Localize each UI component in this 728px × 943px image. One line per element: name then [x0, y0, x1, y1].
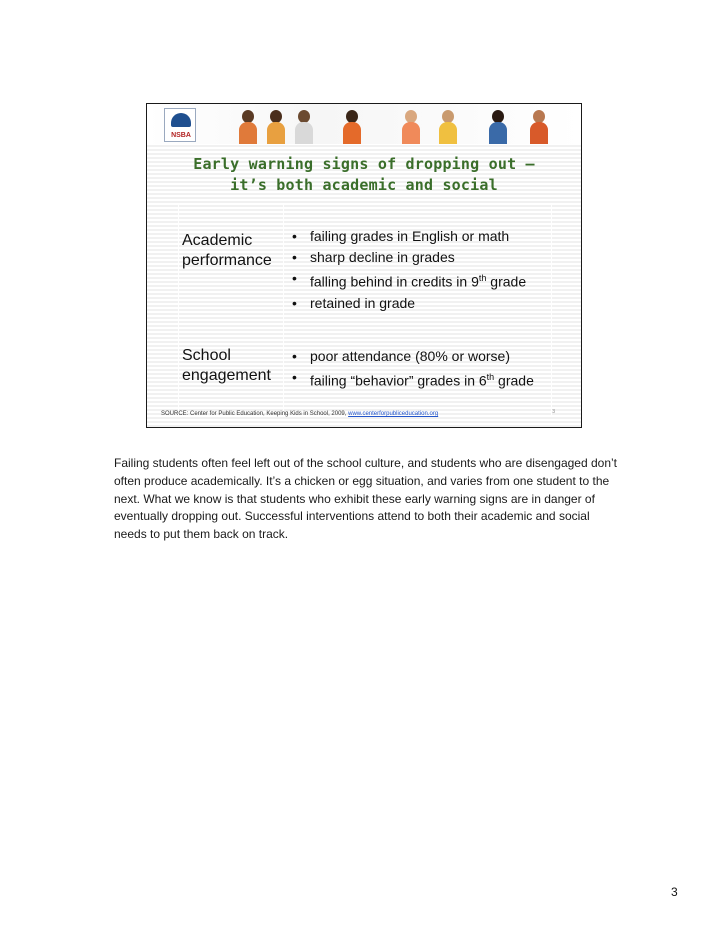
- student-photo: [530, 110, 548, 144]
- notes-paragraph: Failing students often feel left out of the school culture, and students who are disengaged don’t often produce academically. It’s a chicken or egg situation, and varies from one student to the next. What we know is that students who exhibit these early warning signs are in danger of eventually dropping out. Successful interventions attend to both their academic and social needs to put them back on track.: [114, 456, 617, 542]
- bullet-item: • retained in grade: [290, 293, 526, 314]
- row-label-engagement: School engagement: [182, 347, 271, 384]
- source-link[interactable]: www.centerforpubliceducation.org: [348, 411, 439, 417]
- nsba-logo: [164, 108, 196, 142]
- student-photo: [239, 110, 257, 144]
- bullet-item: • failing grades in English or math: [290, 226, 526, 247]
- page-number: 3: [671, 885, 678, 899]
- slide-number: 3: [552, 409, 555, 415]
- warning-signs-table: [178, 204, 552, 416]
- student-photo: [267, 110, 285, 144]
- bullet-item: • falling behind in credits in 9th grade: [290, 268, 526, 293]
- row-label-academic: Academic performance: [182, 232, 272, 269]
- slide-title-line2: it’s both academic and social: [230, 176, 498, 194]
- student-photo: [402, 110, 420, 144]
- slide-banner: [147, 104, 581, 144]
- student-photo: [343, 110, 361, 144]
- slide-image: [146, 103, 582, 428]
- slide-source: [161, 411, 438, 417]
- student-photo: [295, 110, 313, 144]
- student-photo: [489, 110, 507, 144]
- source-text: SOURCE: Center for Public Education, Keeping Kids in School, 2009,: [161, 411, 347, 417]
- bullet-item: • poor attendance (80% or worse): [290, 346, 534, 367]
- table-border: [178, 204, 552, 416]
- capitol-dome-icon: [171, 113, 191, 127]
- slide-title-line1: Early warning signs of dropping out –: [193, 155, 535, 173]
- logo-text: NSBA: [171, 132, 191, 139]
- slide-title: [147, 154, 581, 196]
- bullet-item: • failing “behavior” grades in 6th grade: [290, 367, 534, 392]
- bullet-item: • sharp decline in grades: [290, 247, 526, 268]
- speaker-notes: [114, 455, 624, 544]
- student-photo: [439, 110, 457, 144]
